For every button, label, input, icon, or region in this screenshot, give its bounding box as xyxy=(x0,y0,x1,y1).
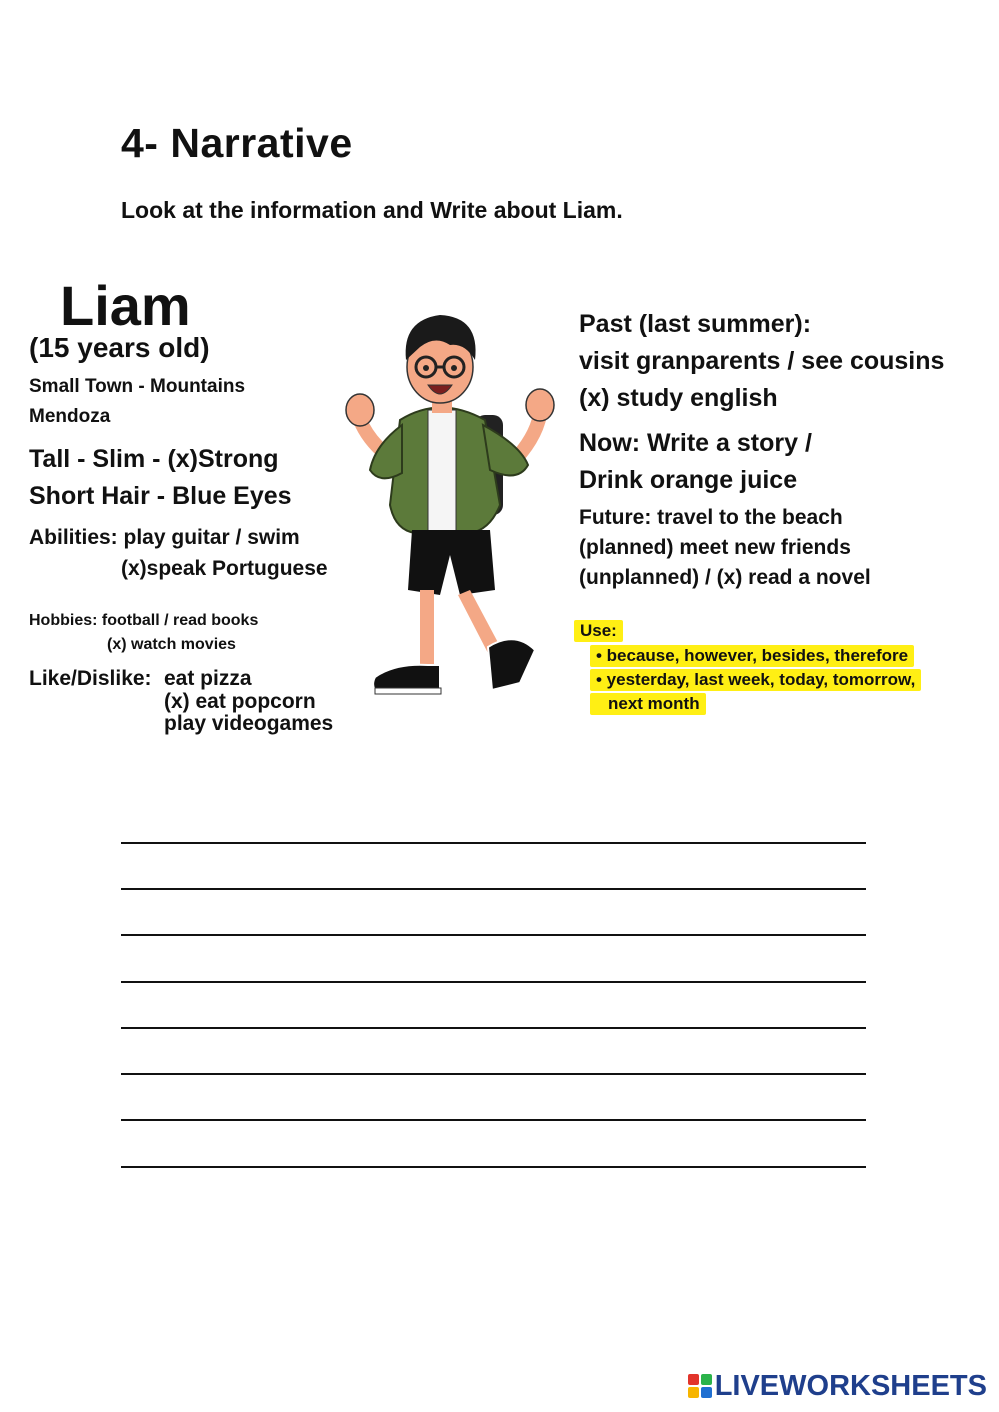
abilities-line-1: Abilities: play guitar / swim xyxy=(29,526,300,549)
future-line-3: (unplanned) / (x) read a novel xyxy=(579,566,871,589)
time-words-item: • yesterday, last week, today, tomorrow, xyxy=(590,669,921,691)
future-line-1: Future: travel to the beach xyxy=(579,506,843,529)
likes-label: Like/Dislike: xyxy=(29,667,152,690)
connectors-item: • because, however, besides, therefore xyxy=(590,645,914,667)
future-line-2: (planned) meet new friends xyxy=(579,536,851,559)
now-line-1: Now: Write a story / xyxy=(579,429,812,457)
writing-line[interactable] xyxy=(121,934,866,936)
instruction-text: Look at the information and Write about Liam. xyxy=(121,197,623,223)
hobbies-line-2: (x) watch movies xyxy=(107,636,236,653)
likes-line-1: eat pizza xyxy=(164,667,252,690)
character-age: (15 years old) xyxy=(29,332,210,363)
logo-text: LIVEWORKSHEETS xyxy=(714,1369,987,1402)
looks-line-1: Tall - Slim - (x)Strong xyxy=(29,445,279,473)
place-line-2: Mendoza xyxy=(29,406,111,427)
time-words-item-cont: next month xyxy=(590,693,706,715)
writing-line[interactable] xyxy=(121,981,866,983)
liveworksheets-logo xyxy=(688,1371,987,1401)
writing-line[interactable] xyxy=(121,1119,866,1121)
use-label: Use: xyxy=(574,620,623,642)
place-line-1: Small Town - Mountains xyxy=(29,376,246,397)
worksheet-heading: 4- Narrative xyxy=(121,120,353,166)
abilities-line-2: (x)speak Portuguese xyxy=(121,557,328,580)
past-line-1: visit granparents / see cousins xyxy=(579,347,945,375)
looks-line-2: Short Hair - Blue Eyes xyxy=(29,482,292,510)
past-title: Past (last summer): xyxy=(579,310,812,338)
logo-mark-icon xyxy=(688,1374,712,1398)
writing-line[interactable] xyxy=(121,842,866,844)
writing-line[interactable] xyxy=(121,1166,866,1168)
character-name: Liam xyxy=(60,274,191,337)
likes-line-2: (x) eat popcorn xyxy=(164,690,316,713)
now-line-2: Drink orange juice xyxy=(579,466,798,494)
writing-line[interactable] xyxy=(121,1073,866,1075)
writing-line[interactable] xyxy=(121,1027,866,1029)
past-line-2: (x) study english xyxy=(579,384,778,412)
writing-line[interactable] xyxy=(121,888,866,890)
likes-line-3: play videogames xyxy=(164,712,334,735)
boy-with-backpack-illustration xyxy=(340,305,565,705)
hobbies-line-1: Hobbies: football / read books xyxy=(29,612,259,629)
